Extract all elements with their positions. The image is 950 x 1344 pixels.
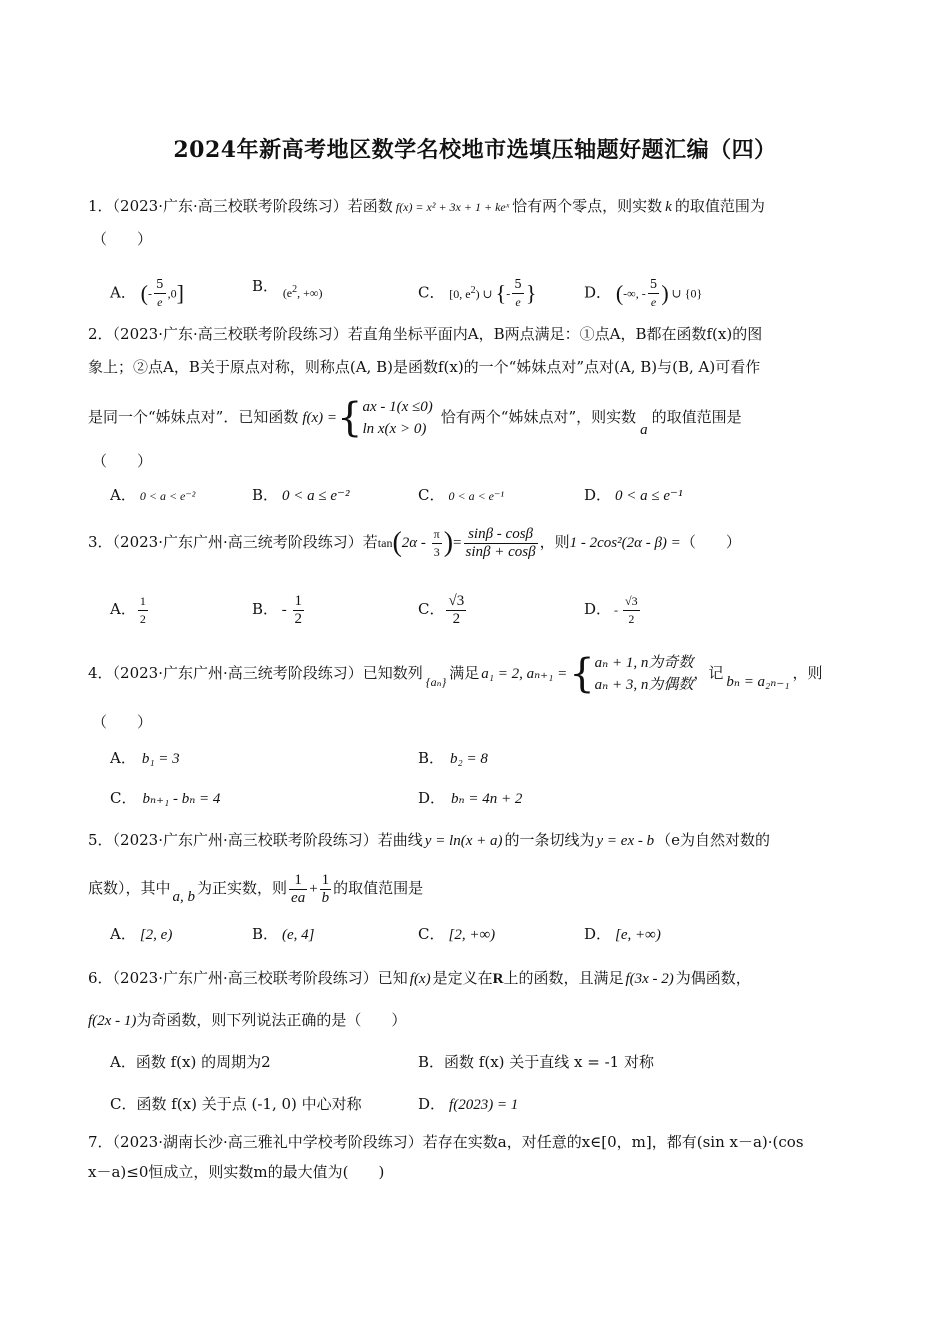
option-a: A．函数 f(x) 的周期为2 — [110, 1053, 271, 1071]
option-c: C． $\frac{√3}{2}$ — [418, 592, 465, 627]
question-source: （2023·广东广州·高三统考阶段练习） — [112, 533, 363, 551]
question-number: 3． — [88, 533, 113, 551]
option-b: B．函数 f(x) 关于直线 x = -1 对称 — [418, 1053, 654, 1071]
question-number: 7． — [88, 1133, 113, 1151]
question-number: 1． — [88, 197, 113, 215]
question-source: （2023·广东·高三校联考阶段练习） — [112, 197, 348, 215]
option-b: B． 0 < a ≤ e⁻² — [252, 486, 350, 504]
question-number: 5． — [88, 831, 113, 849]
question-7-line-2: x－a)≤0恒成立，则实数m的最大值为( ) — [88, 1163, 385, 1181]
option-c: C．函数 f(x) 关于点 (-1, 0) 中心对称 — [110, 1095, 362, 1113]
option-c: C． [0, $e^2$) ∪ {- $\frac{5}{e}$ } — [418, 277, 537, 309]
question-source: （2023·广东广州·高三校联考阶段练习） — [112, 831, 378, 849]
option-a: A． 0 < a < e⁻² — [110, 486, 196, 504]
option-b: B． b₂ = 8 — [418, 749, 488, 767]
option-d: D． - $\frac{√3}{2}$ — [584, 593, 638, 626]
question-source: （2023·广东广州·高三校联考阶段练习） — [112, 969, 378, 987]
question-5: 5．（2023·广东广州·高三校联考阶段练习）若曲线 y = ln(x + a) 的一条切线为 y = ex - b （e为自然对数的 — [88, 831, 770, 849]
option-b: B． - $\frac{1}{2}$ — [252, 592, 303, 627]
question-source: （2023·广东广州·高三统考阶段练习） — [112, 664, 363, 682]
page-title: 2024年新高考地区数学名校地市选填压轴题好题汇编（四） — [173, 137, 777, 163]
question-6: 6．（2023·广东广州·高三校联考阶段练习）已知 f(x) 是定义在R上的函数，且满足 f(3x - 2) 为偶函数， — [88, 969, 751, 987]
question-number: 6． — [88, 969, 113, 987]
question-2-line-3: 是同一个“姊妹点对”．已知函数 f(x) ={ ax - 1(x ≤0) ln x(x > 0) 恰有两个“姊妹点对”，则实数a的取值范围是 — [88, 395, 742, 441]
option-d: D． f(2023) = 1 — [418, 1095, 519, 1113]
option-c: C． bₙ₊₁ - bₙ = 4 — [110, 789, 221, 807]
answer-blank: （ ） — [92, 452, 153, 470]
question-4: 4．（2023·广东广州·高三统考阶段练习）已知数列 $_{\{a_n\}}$ 满足 a₁ = 2, aₙ₊₁ ={ aₙ + 1, n为奇数 aₙ + 3, n为偶数 ，记 bₙ = a₂ₙ₋₁ ，则 — [88, 651, 823, 697]
answer-blank: （ ） — [92, 230, 153, 248]
question-1: 1．（2023·广东·高三校联考阶段练习）若函数 f(x) = x² + 3x + 1 + keˣ 恰有两个零点，则实数 k 的取值范围为 — [88, 197, 765, 215]
option-c: C． [2, +∞) — [418, 925, 496, 943]
question-number: 4． — [88, 664, 113, 682]
question-source: （2023·湖南长沙·高三雅礼中学校考阶段练习） — [112, 1133, 423, 1151]
option-d: D． 0 < a ≤ e⁻¹ — [584, 486, 683, 504]
option-d: D． (-∞, - $\frac{5}{e}$ ) ∪ {0} — [584, 277, 703, 309]
answer-blank: （ ） — [92, 713, 153, 731]
option-b: B． (e, 4] — [252, 925, 315, 943]
option-a: A． b₁ = 3 — [110, 749, 180, 767]
question-2-line-2: 象上；②点A，B关于原点对称，则称点(A, B)是函数f(x)的一个“姊妹点对”点对(A, B)与(B, A)可看作 — [88, 358, 761, 376]
option-d: D． [e, +∞) — [584, 925, 661, 943]
question-6-line-2: f(2x - 1)为奇函数，则下列说法正确的是（ ） — [88, 1011, 407, 1029]
formula: f(x) = x² + 3x + 1 + keˣ — [395, 200, 510, 214]
question-5-line-2: 底数），其中 a, b 为正实数，则 $\frac{1}{ea}$ + $\frac{1}{b}$ 的取值范围是 — [88, 871, 424, 906]
question-2: 2．（2023·广东·高三校联考阶段练习）若直角坐标平面内A，B两点满足：①点A，B都在函数f(x)的图 — [88, 325, 763, 343]
option-b: B． $_{(e^2, +\infty)}$ — [252, 277, 323, 300]
option-d: D． bₙ = 4n + 2 — [418, 789, 523, 807]
option-c: C． 0 < a < e⁻¹ — [418, 486, 504, 504]
question-7: 7．（2023·湖南长沙·高三雅礼中学校考阶段练习）若存在实数a，对任意的x∈[0，m]，都有(sin x－a)·(cos — [88, 1133, 804, 1151]
option-a: A． [2, e) — [110, 925, 173, 943]
option-a: A． $\frac{1}{2}$ — [110, 593, 146, 626]
question-number: 2． — [88, 325, 113, 343]
question-source: （2023·广东·高三校联考阶段练习） — [112, 325, 348, 343]
question-3: 3．（2023·广东广州·高三统考阶段练习）若tan(2α - $\frac{\pi}{3}$ )= $\frac{\sin\beta - \cos\beta}{\sin\beta + \cos\beta}$ ，则1 - 2cos²(2α - β) =（ ） — [88, 525, 741, 560]
option-a: A． (- $\frac{5}{e}$ ,0] — [110, 277, 184, 309]
